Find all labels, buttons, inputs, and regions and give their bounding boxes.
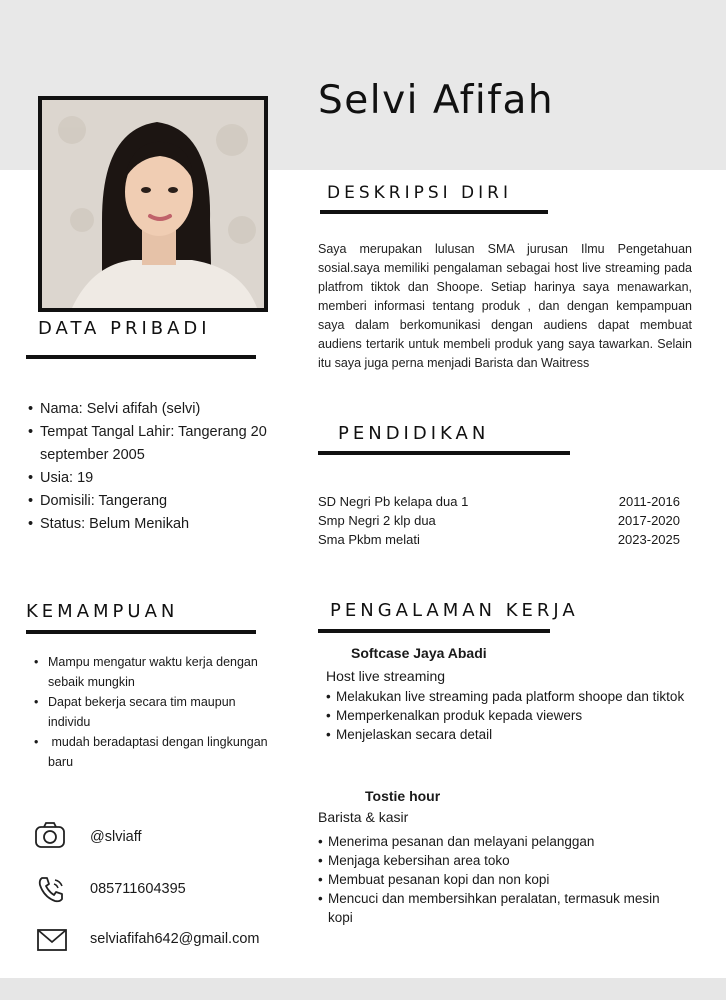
kemampuan-list — [34, 652, 274, 772]
section-rule — [26, 630, 256, 634]
data-pribadi-list — [28, 398, 298, 536]
section-title-pengalaman: PENGALAMAN KERJA — [330, 600, 579, 621]
list-item: • Dapat bekerja secara tim maupun individu — [34, 695, 236, 729]
pendidikan-list — [318, 492, 680, 549]
list-item: • Menjaga kebersihan area toko — [318, 853, 510, 868]
job-task-list — [326, 687, 686, 744]
section-rule — [318, 451, 570, 455]
phone-number[interactable]: 085711604395 — [90, 881, 186, 897]
list-item: • Membuat pesanan kopi dan non kopi — [318, 872, 550, 887]
section-title-pendidikan: PENDIDIKAN — [338, 423, 490, 444]
footer-band — [0, 978, 726, 1000]
list-item: • Melakukan live streaming pada platform shoope dan tiktok — [326, 689, 685, 704]
list-item: • Menjelaskan secara detail — [326, 727, 493, 742]
email-address[interactable]: selviafifah642@gmail.com — [90, 931, 260, 947]
job-company: Tostie hour — [365, 788, 441, 804]
page-title: Selvi Afifah — [318, 78, 555, 123]
table-row: SD Negri Pb kelapa dua 1 2011-2016 — [318, 494, 680, 509]
phone-icon — [36, 875, 68, 908]
job-role: Barista & kasir — [318, 809, 409, 825]
section-rule — [318, 629, 550, 633]
section-title-data-pribadi: DATA PRIBADI — [38, 318, 211, 339]
section-title-kemampuan: KEMAMPUAN — [26, 601, 179, 622]
list-item: • Mencuci dan membersihkan peralatan, termasuk mesin kopi — [318, 891, 660, 925]
section-rule — [320, 210, 548, 214]
list-item: • Menerima pesanan dan melayani pelanggan — [318, 834, 595, 849]
portrait-photo-icon — [42, 100, 264, 308]
section-rule — [26, 355, 256, 359]
list-item: • Domisili: Tangerang — [28, 493, 168, 509]
profile-photo — [38, 96, 268, 312]
list-item: • Tempat Tangal Lahir: Tangerang 20 september 2005 — [28, 424, 267, 463]
section-title-deskripsi: DESKRIPSI DIRI — [327, 183, 512, 203]
table-row: Sma Pkbm melati 2023-2025 — [318, 532, 680, 547]
mail-icon — [36, 926, 68, 959]
deskripsi-text: Saya merupakan lulusan SMA jurusan Ilmu Pengetahuan sosial.saya memiliki pengalaman sebagai host live streaming pada platfrom tiktok dan Shoope. Setiap harinya saya menawarkan, memberi informasi tentang produk , dan dengan kempampuan saya dalam berkomunikasi dengan audiens dapat membuat audiens tertarik untuk membeli produk yang saya tawarkan. Selain itu saya juga perna menjadi Barista dan Waitress — [318, 242, 692, 370]
camera-icon — [34, 821, 66, 854]
instagram-handle[interactable]: @slviaff — [90, 829, 142, 845]
job-company: Softcase Jaya Abadi — [351, 645, 487, 661]
table-row: Smp Negri 2 klp dua 2017-2020 — [318, 513, 680, 528]
list-item: • mudah beradaptasi dengan lingkungan baru — [34, 735, 272, 769]
list-item: • Status: Belum Menikah — [28, 516, 190, 532]
job-task-list — [318, 832, 678, 927]
list-item: • Nama: Selvi afifah (selvi) — [28, 401, 201, 417]
list-item: • Mampu mengatur waktu kerja dengan sebaik mungkin — [34, 655, 258, 689]
job-role: Host live streaming — [326, 668, 446, 684]
list-item: • Memperkenalkan produk kepada viewers — [326, 708, 583, 723]
list-item: • Usia: 19 — [28, 470, 94, 486]
